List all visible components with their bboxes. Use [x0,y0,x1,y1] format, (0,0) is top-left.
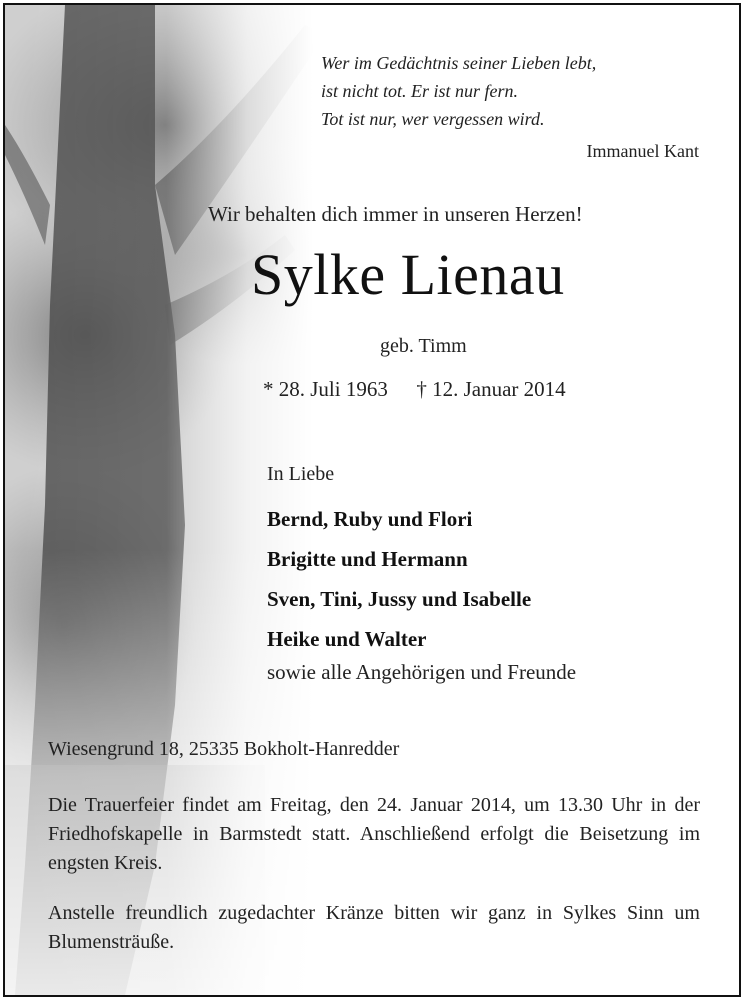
obituary-notice [3,3,741,997]
quote-author: Immanuel Kant [586,141,699,161]
death-date: † 12. Januar 2014 [416,377,566,401]
life-dates [263,377,566,402]
quote-block [321,49,596,133]
flowers-notice: Anstelle freundlich zugedachter Kränze bitten wir ganz in Sylkes Sinn um Blumensträuße. [48,902,700,953]
quote-line: ist nicht tot. Er ist nur fern. [321,81,519,101]
mourner-family: Brigitte und Hermann [267,547,468,571]
heading-text: Wir behalten dich immer in unseren Herzen! [208,202,583,226]
maiden-name: geb. Timm [380,335,467,357]
quote-line: Tot ist nur, wer vergessen wird. [321,109,545,129]
funeral-notice: Die Trauerfeier findet am Freitag, den 24. Januar 2014, um 13.30 Uhr in der Friedhofskapelle in Barmstedt statt. Anschließend erfolgt die Beisetzung im engsten Kreis. [48,794,700,874]
mourners-others: sowie alle Angehörigen und Freunde [267,660,577,684]
mourner-family: Heike und Walter [267,627,427,651]
mourners-intro: In Liebe [267,463,335,485]
mourner-family: Bernd, Ruby und Flori [267,507,473,531]
quote-line: Wer im Gedächtnis seiner Lieben lebt, [321,53,597,73]
deceased-name: Sylke Lienau [251,242,565,307]
birth-date: * 28. Juli 1963 [263,377,388,401]
mourners-list [267,499,531,659]
address: Wiesengrund 18, 25335 Bokholt-Hanredder [48,738,400,760]
mourner-family: Sven, Tini, Jussy und Isabelle [267,587,532,611]
